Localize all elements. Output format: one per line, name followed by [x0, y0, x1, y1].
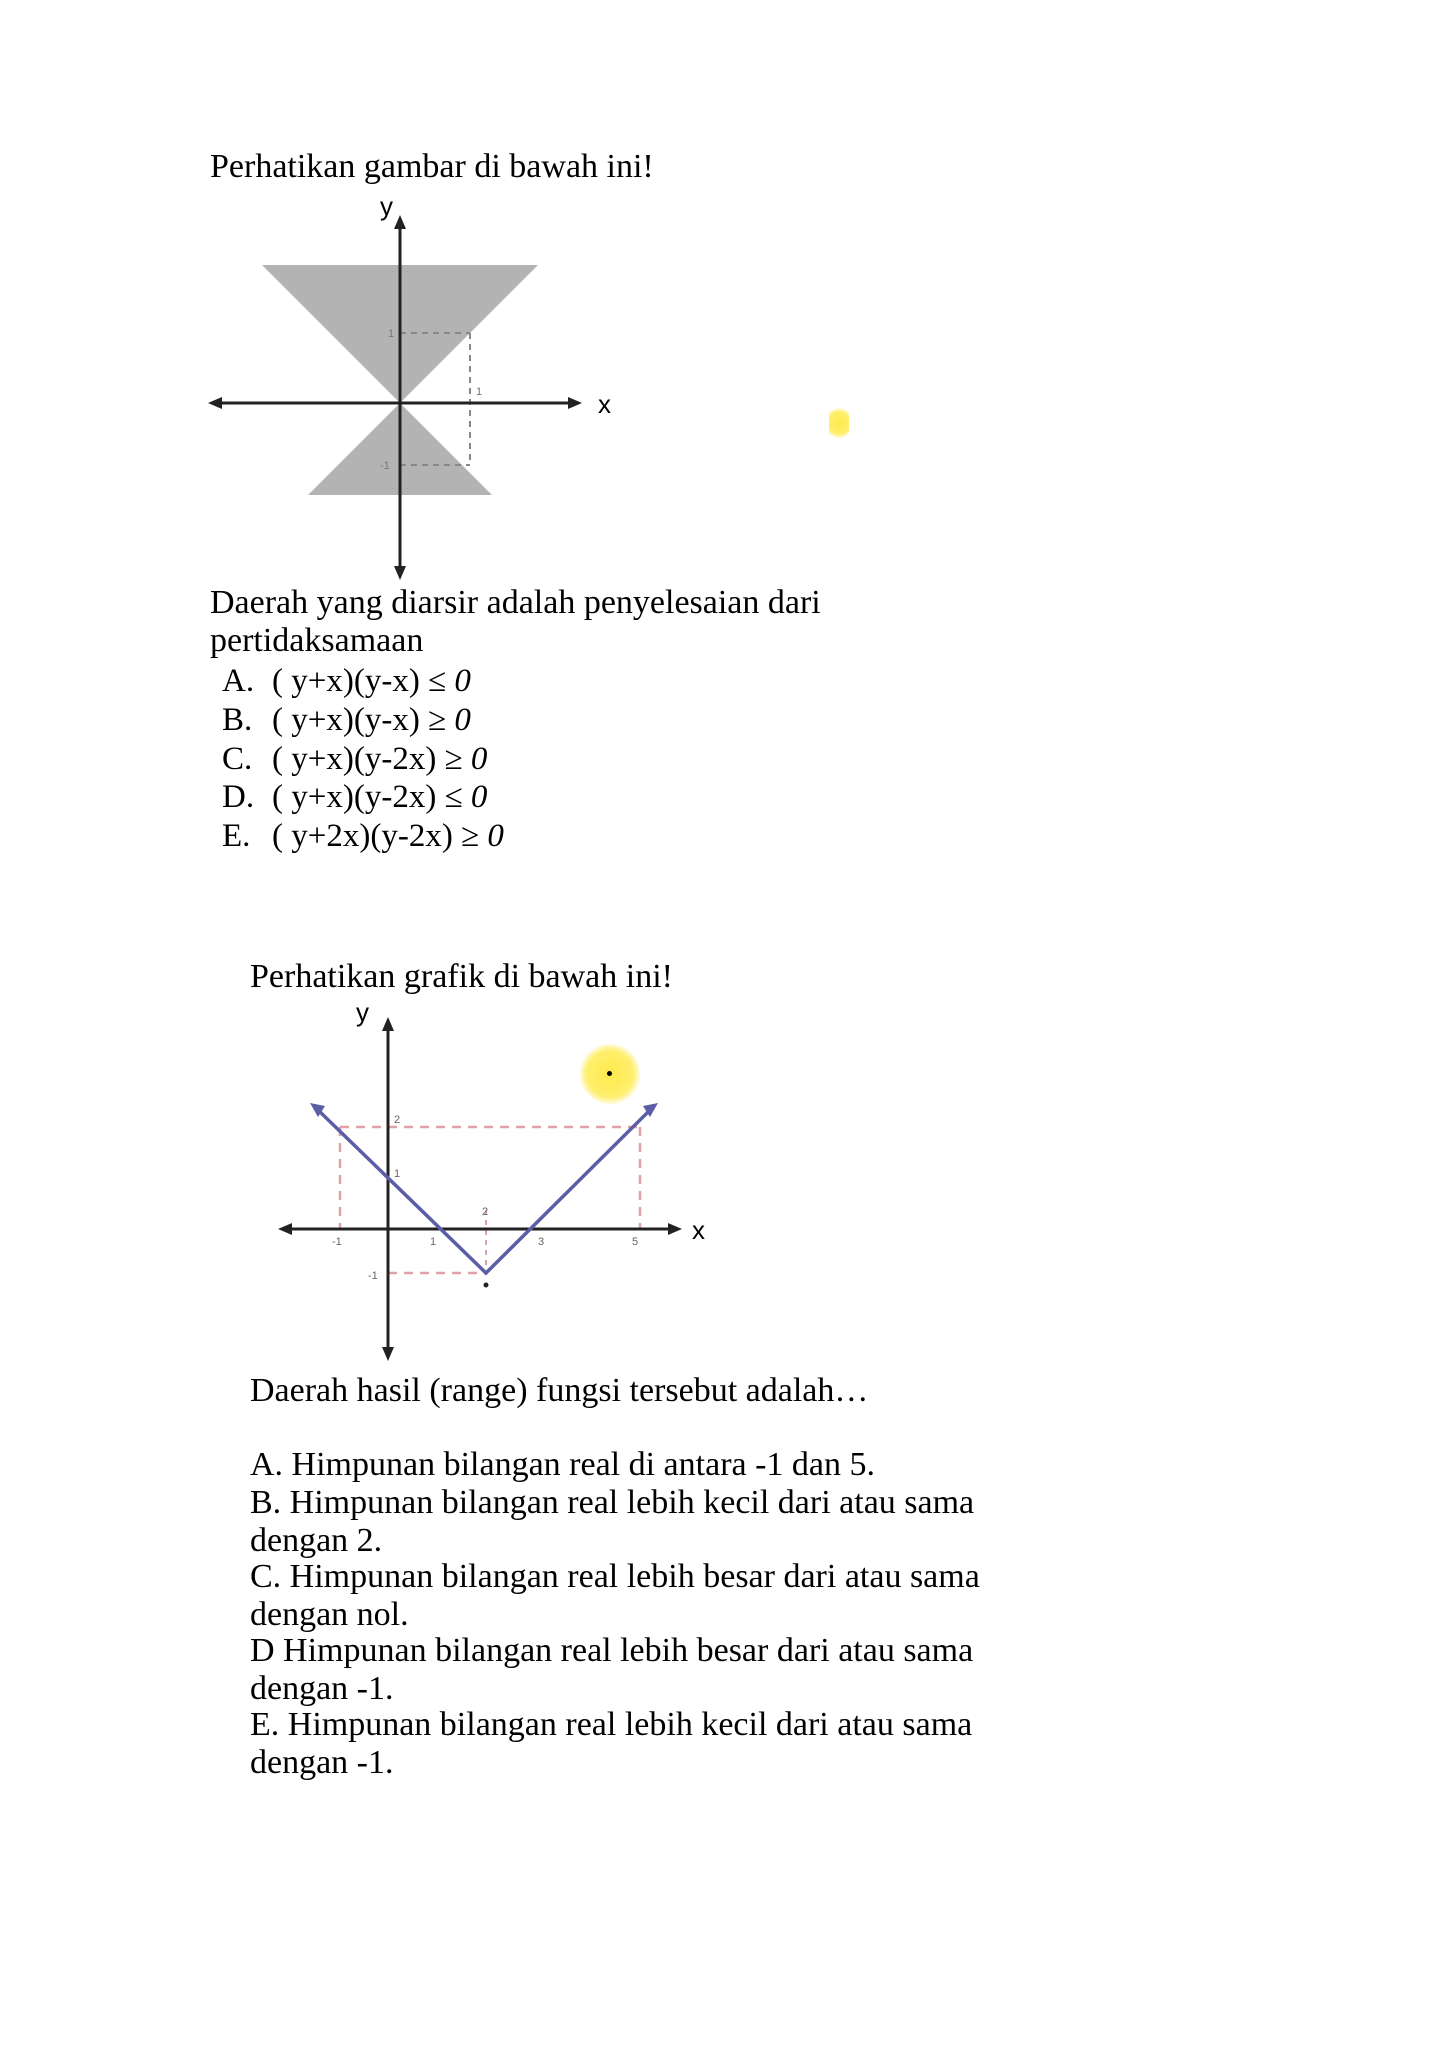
option-letter: D.: [222, 779, 255, 815]
y-axis-arrow-down: [394, 566, 406, 580]
function-graph: [318, 1110, 650, 1273]
option-zero: 0: [470, 741, 488, 777]
option-expression: ( y+2x)(y-2x) ≥: [272, 818, 480, 854]
option-letter: B.: [222, 702, 253, 738]
x-axis-label: x: [598, 389, 611, 419]
question1-option-d[interactable]: [222, 778, 487, 816]
option-letter: A.: [222, 663, 255, 699]
option-letter: C.: [222, 741, 253, 777]
question1-stem-line1: Daerah yang diarsir adalah penyelesaian dari: [210, 584, 821, 621]
cursor-highlight-edge: [829, 405, 849, 441]
y-axis-arrow-up: [382, 1017, 394, 1031]
option-text-line1: B. Himpunan bilangan real lebih kecil dari atau sama: [250, 1484, 975, 1521]
option-zero: 0: [470, 779, 488, 815]
tick-label-x-3: 3: [538, 1236, 545, 1248]
cursor-dot: [607, 1071, 612, 1076]
tick-label-x-5: 5: [632, 1236, 639, 1248]
option-text-line2: dengan 2.: [250, 1522, 383, 1559]
question2-stem: Daerah hasil (range) fungsi tersebut adalah…: [250, 1372, 869, 1409]
question2-option-b[interactable]: [250, 1484, 974, 1560]
question1-graph: [200, 195, 620, 580]
x-axis-label: x: [692, 1215, 705, 1245]
option-expression: ( y+x)(y-2x) ≤: [272, 779, 463, 815]
question2-option-d[interactable]: [250, 1632, 973, 1708]
tick-label-y-2: 2: [394, 1114, 401, 1126]
x-axis-arrow-left: [278, 1223, 292, 1235]
question1-stem-line2: pertidaksamaan: [210, 622, 424, 659]
option-zero: 0: [487, 818, 504, 854]
option-text-line2: dengan nol.: [250, 1596, 409, 1633]
question2-option-e[interactable]: [250, 1706, 972, 1782]
tick-label-y-1: 1: [394, 1168, 401, 1180]
option-letter: E.: [222, 818, 251, 854]
x-axis-arrow-right: [668, 1223, 682, 1235]
option-expression: ( y+x)(y-x) ≤: [272, 663, 447, 699]
option-text-line1: C. Himpunan bilangan real lebih besar dari atau sama: [250, 1558, 980, 1595]
option-zero: 0: [454, 663, 471, 699]
question2-option-c[interactable]: [250, 1558, 980, 1634]
y-axis-arrow-up: [394, 215, 406, 229]
tick-label-x-1: 1: [430, 1236, 437, 1248]
x-axis-arrow-left: [208, 397, 222, 409]
tick-label-x-2: 2: [482, 1206, 489, 1218]
question1-option-b[interactable]: [222, 701, 471, 739]
tick-label-y-neg1: -1: [368, 1270, 378, 1282]
vertex-dot: [484, 1283, 489, 1288]
y-axis-label: y: [356, 1005, 369, 1027]
tick-label-x-neg1: -1: [332, 1236, 342, 1248]
y-axis-label: y: [380, 195, 393, 221]
question1-option-c[interactable]: [222, 740, 487, 778]
question1-prompt: Perhatikan gambar di bawah ini!: [210, 148, 654, 185]
question1-option-a[interactable]: [222, 662, 471, 700]
tick-label-y-1: 1: [388, 328, 395, 340]
question2-option-a[interactable]: [250, 1446, 875, 1484]
option-text-line2: dengan -1.: [250, 1744, 394, 1781]
option-text-line1: A. Himpunan bilangan real di antara -1 dan 5.: [250, 1446, 876, 1483]
question1-option-e[interactable]: [222, 817, 504, 855]
question2-graph: [270, 1005, 720, 1365]
y-axis-arrow-down: [382, 1347, 394, 1361]
option-text-line1: D Himpunan bilangan real lebih besar dari atau sama: [250, 1632, 974, 1669]
option-zero: 0: [454, 702, 471, 738]
option-expression: ( y+x)(y-x) ≥: [272, 702, 447, 738]
tick-label-x-1: 1: [476, 386, 483, 398]
option-text-line1: E. Himpunan bilangan real lebih kecil dari atau sama: [250, 1706, 973, 1743]
question2-prompt: Perhatikan grafik di bawah ini!: [250, 958, 673, 995]
x-axis-arrow-right: [568, 397, 582, 409]
option-text-line2: dengan -1.: [250, 1670, 394, 1707]
option-expression: ( y+x)(y-2x) ≥: [272, 741, 463, 777]
tick-label-y-neg1: -1: [380, 460, 390, 472]
